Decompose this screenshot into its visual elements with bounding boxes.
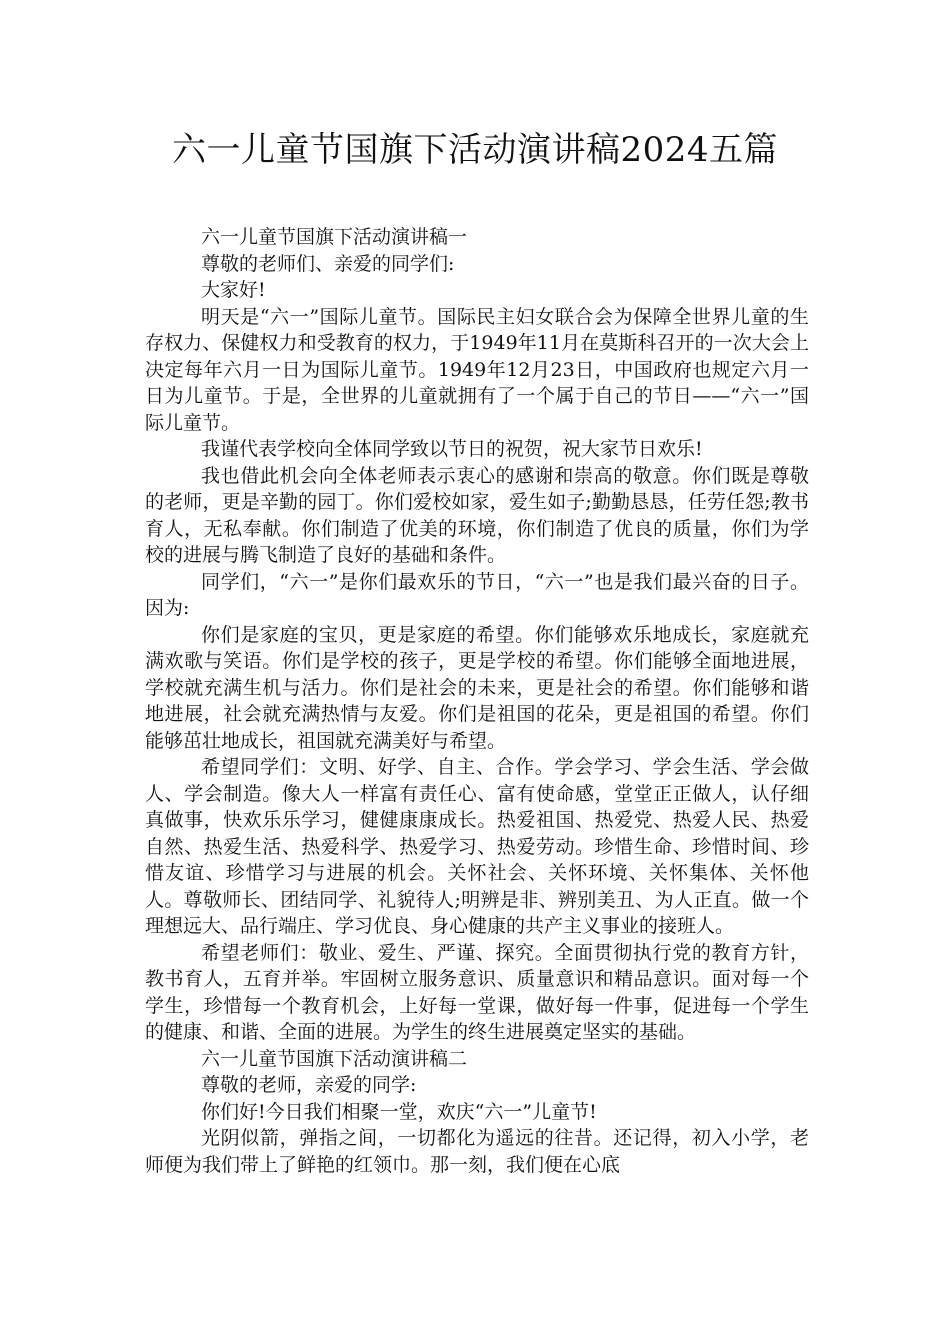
paragraph: 希望同学们：文明、好学、自主、合作。学会学习、学会生活、学会做人、学会制造。像大人一样富有责任心、富有使命感，堂堂正正做人，认仔细真做事，快欢乐乐学习，健健康康成长。热爱祖国、热爱党、热爱人民、热爱自然、热爱生活、热爱科学、热爱学习、热爱劳动。珍惜生命、珍惜时间、珍惜友谊、珍惜学习与进展的机会。关怀社会、关怀环境、关怀集体、关怀他人。尊敬师长、团结同学、礼貌待人;明辨是非、辨别美丑、为人正直。做一个理想远大、品行端庄、学习优良、身心健康的共产主义事业的接班人。 [145,756,809,937]
paragraph: 希望老师们：敬业、爱生、严谨、探究。全面贯彻执行党的教育方针，教书育人，五育并举。牢固树立服务意识、质量意识和精品意识。面对每一个学生，珍惜每一个教育机会，上好每一堂课，做好每一件事，促进每一个学生的健康、和谐、全面的进展。为学生的终生进展奠定坚实的基础。 [145,941,809,1043]
paragraph: 我谨代表学校向全体同学致以节日的祝贺，祝大家节日欢乐! [201,438,703,460]
section-heading-2: 六一儿童节国旗下活动演讲稿二 [201,1047,468,1070]
salutation: 尊敬的老师，亲爱的同学: [201,1074,417,1096]
paragraph: 你们是家庭的宝贝，更是家庭的希望。你们能够欢乐地成长，家庭就充满欢歌与笑语。你们是学校的孩子，更是学校的希望。你们能够全面地进展，学校就充满生机与活力。你们是社会的未来，更是社会的希望。你们能够和谐地进展，社会就充满热情与友爱。你们是祖国的花朵，更是祖国的希望。你们能够茁壮地成长，祖国就充满美好与希望。 [145,623,809,752]
document-body [145,224,809,1178]
salutation: 尊敬的老师们、亲爱的同学们: [201,252,455,275]
greeting: 大家好! [201,279,266,301]
paragraph: 光阴似箭，弹指之间，一切都化为遥远的往昔。还记得，初入小学，老师便为我们带上了鲜艳的红领巾。那一刻，我们便在心底 [145,1127,809,1176]
paragraph: 明天是“六一”国际儿童节。国际民主妇女联合会为保障全世界儿童的生存权力、保健权力和受教育的权力，于1949年11月在莫斯科召开的一次大会上决定每年六月一日为国际儿童节。1949年12月23日，中国政府也规定六月一日为儿童节。于是，全世界的儿童就拥有了一个属于自己的节日——“六一”国际儿童节。 [145,305,809,434]
paragraph: 我也借此机会向全体老师表示衷心的感谢和崇高的敬意。你们既是尊敬的老师，更是辛勤的园丁。你们爱校如家，爱生如子;勤勤恳恳，任劳任怨;教书育人，无私奉献。你们制造了优美的环境，你们制造了优良的质量，你们为学校的进展与腾飞制造了良好的基础和条件。 [145,464,809,566]
document-title: 六一儿童节国旗下活动演讲稿2024五篇 [171,130,779,170]
section-heading-1: 六一儿童节国旗下活动演讲稿一 [201,226,468,248]
greeting: 你们好!今日我们相聚一堂，欢庆“六一”儿童节! [201,1100,597,1123]
paragraph: 同学们，“六一”是你们最欢乐的节日，“六一”也是我们最兴奋的日子。因为: [145,570,809,619]
